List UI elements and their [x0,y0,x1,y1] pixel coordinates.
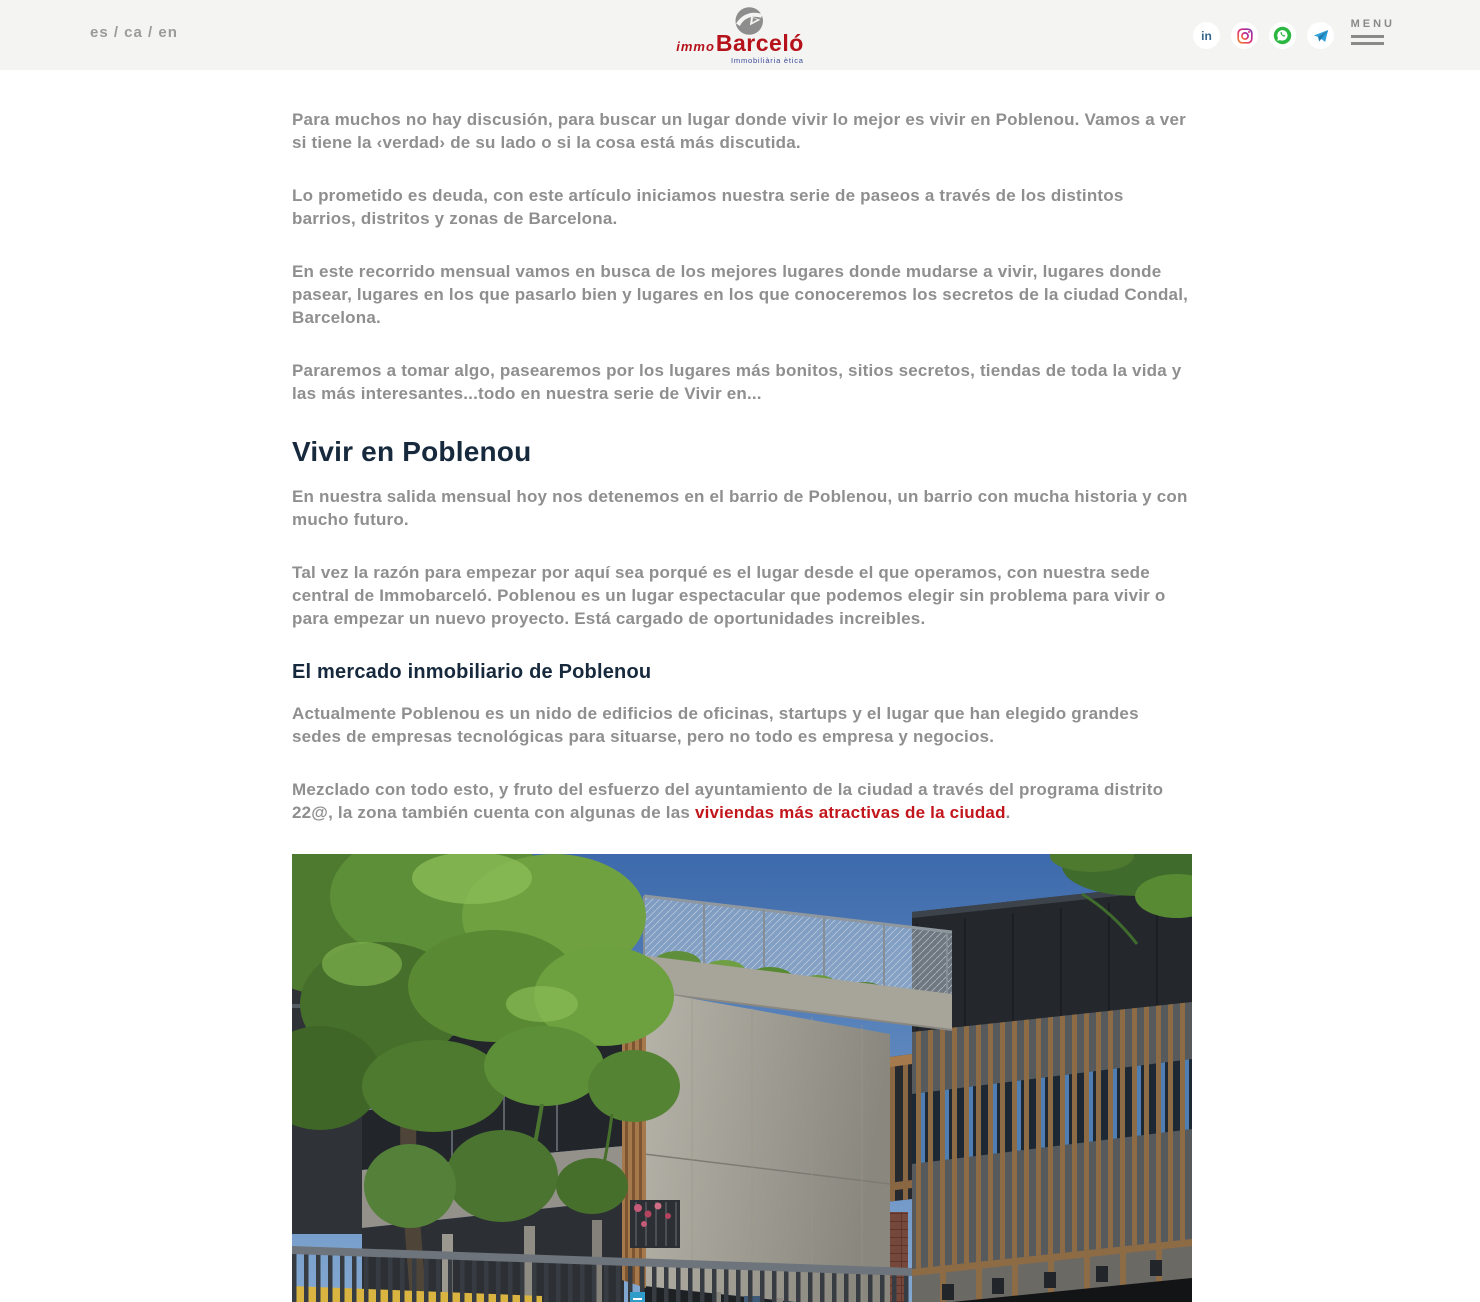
instagram-icon [1237,28,1253,44]
telegram-button[interactable] [1307,22,1334,49]
intro-paragraph-3: En este recorrido mensual vamos en busca de los mejores lugares donde mudarse a vivir, lugares donde pasear, lugares en los que pasarlo bien y lugares en los que conoceremos los secretos de la ciudad Condal, Barcelona. [292,262,1189,327]
menu-label: MENU [1350,18,1395,30]
subsection-paragraph-1: Actualmente Poblenou es un nido de edificios de oficinas, startups y el lugar que han elegido grandes sedes de empresas tecnológicas para situarse, pero no todo es empresa y negocios. [292,704,1139,746]
poblenou-photo-illustration [292,854,1192,1302]
instagram-button[interactable] [1231,22,1258,49]
logo-tagline: Immobiliària ètica [731,56,804,65]
site-header [0,0,1480,70]
whatsapp-icon [1273,26,1292,45]
attractive-homes-link[interactable]: viviendas más atractivas de la ciudad [694,803,1006,822]
article [292,70,1192,1302]
intro-paragraph-4: Pararemos a tomar algo, pasearemos por los lugares más bonitos, sitios secretos, tiendas de toda la vida y las más interesantes...todo en nuestra serie de Vivir en... [292,361,1182,403]
telegram-icon [1312,27,1330,45]
subsection-heading: El mercado inmobiliario de Poblenou [292,661,652,683]
language-switcher[interactable]: es / ca / en [90,24,178,41]
whatsapp-button[interactable] [1269,22,1296,49]
poblenou-photo [292,854,1192,1302]
intro-paragraph-1: Para muchos no hay discusión, para buscar un lugar donde vivir lo mejor es vivir en Poblenou. Vamos a ver si tiene la ‹verdad› de su lado o si la cosa está más discutida. [292,110,1186,152]
logo[interactable] [676,6,804,65]
paragraph-text: Mezclado con todo esto, y fruto del esfuerzo del ayuntamiento de la ciudad a través del programa distrito 22@, la zona también cuenta con algunas de las [292,780,1164,822]
menu-button[interactable] [1351,18,1395,49]
social-links [1193,22,1334,49]
logo-prefix: immo [676,39,715,54]
intro-paragraph-2: Lo prometido es deuda, con este artículo iniciamos nuestra serie de paseos a través de los distintos barrios, distritos y zonas de Barcelona. [292,186,1124,228]
paragraph-text: . [1005,803,1011,822]
hamburger-icon [1351,35,1395,45]
section-paragraph-2: Tal vez la razón para empezar por aquí sea porqué es el lugar desde el que operamos, con nuestra sede central de Immobarceló. Poblenou es un lugar espectacular que podemos elegir sin problema para vivir o para empezar un nuevo proyecto. Está cargado de oportunidades increibles. [292,563,1166,628]
section-paragraph-1: En nuestra salida mensual hoy nos detenemos en el barrio de Poblenou, un barrio con mucha historia y con mucho futuro. [292,487,1188,529]
section-heading: Vivir en Poblenou [292,436,532,467]
logo-name: Barceló [715,30,804,56]
linkedin-button[interactable] [1193,22,1220,49]
subsection-paragraph-2 [292,778,1192,824]
linkedin-icon: in [1201,28,1212,43]
